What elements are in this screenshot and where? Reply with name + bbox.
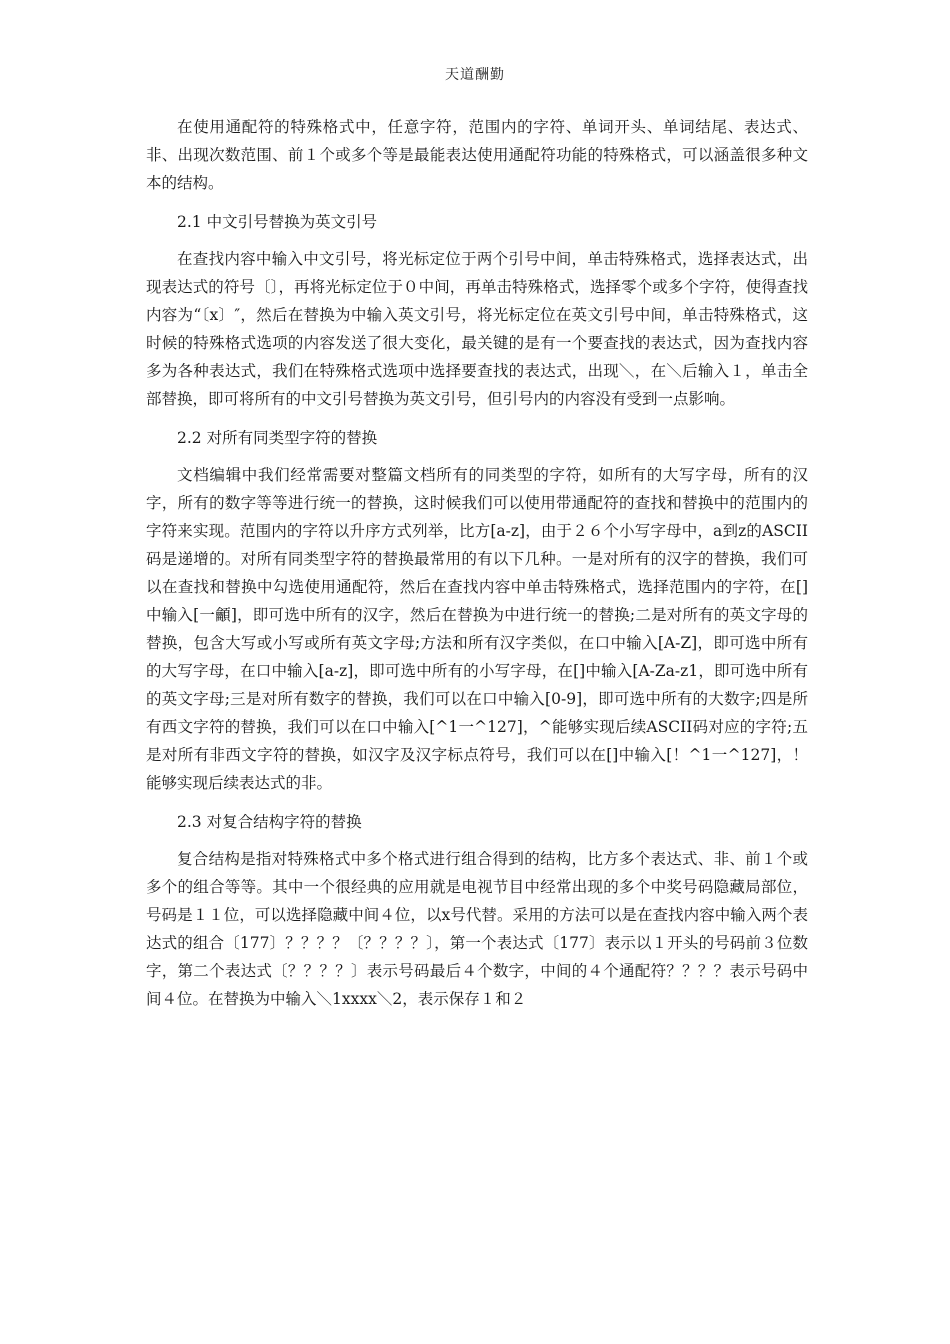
page-header: 天道酬勤 [445, 67, 505, 83]
section-heading-2-1: 2.1 中文引号替换为英文引号 [177, 213, 378, 231]
section-heading-2-3: 2.3 对复合结构字符的替换 [177, 813, 362, 831]
section-2-1-paragraph: 在查找内容中输入中文引号，将光标定位于两个引号中间，单击特殊格式，选择表达式，出现表达式的符号〔〕，再将光标定位于０中间，再单击特殊格式，选择零个或多个字符，使得查找内容为“〔x〕″，然后在替换为中输入英文引号，将光标定位在英文引号中间，单击特殊格式，这时候的特殊格式选项的内容发送了很大变化，最关键的是有一个要查找的表达式，因为查找内容多为各种表达式，我们在特殊格式选项中选择要查找的表达式，出现＼，在＼后输入１，单击全部替换，即可将所有的中文引号替换为英文引号，但引号内的内容没有受到一点影响。 [146, 250, 808, 408]
section-2-2-paragraph: 文档编辑中我们经常需要对整篇文档所有的同类型的字符，如所有的大写字母，所有的汉字，所有的数字等等进行统一的替换，这时候我们可以使用带通配符的查找和替换中的范围内的字符来实现。范围内的字符以升序方式列举，比方[a-z]，由于２６个小写字母中，a到z的ASCII码是递增的。对所有同类型字符的替换最常用的有以下几种。一是对所有的汉字的替换，我们可以在查找和替换中勾选使用通配符，然后在查找内容中单击特殊格式，选择范围内的字符，在[]中输入[一龥]，即可选中所有的汉字，然后在替换为中进行统一的替换;二是对所有的英文字母的替换，包含大写或小写或所有英文字母;方法和所有汉字类似，在口中输入[A-Z]，即可选中所有的大写字母，在口中输入[a-z]，即可选中所有的小写字母，在[]中输入[A-Za-z1，即可选中所有的英文字母;三是对所有数字的替换，我们可以在口中输入[0-9]，即可选中所有的大数字;四是所有西文字符的替换，我们可以在口中输入[^1一^127]，^能够实现后续ASCII码对应的字符;五是对所有非西文字符的替换，如汉字及汉字标点符号，我们可以在[]中输入[！^1一^127]，！能够实现后续表达式的非。 [146, 466, 808, 792]
intro-paragraph: 在使用通配符的特殊格式中，任意字符，范围内的字符、单词开头、单词结尾、表达式、非、出现次数范围、前１个或多个等是最能表达使用通配符功能的特殊格式，可以涵盖很多种文本的结构。 [146, 118, 808, 192]
section-heading-2-2: 2.2 对所有同类型字符的替换 [177, 429, 378, 447]
document-body [146, 113, 808, 1013]
section-2-3-paragraph: 复合结构是指对特殊格式中多个格式进行组合得到的结构，比方多个表达式、非、前１个或多个的组合等等。其中一个很经典的应用就是电视节目中经常出现的多个中奖号码隐藏局部位，号码是１１位，可以选择隐藏中间４位，以x号代替。采用的方法可以是在查找内容中输入两个表达式的组合〔177〕？？？？〔？？？？〕，第一个表达式〔177〕表示以１开头的号码前３位数字，第二个表达式〔？？？？〕表示号码最后４个数字，中间的４个通配符？？？？表示号码中间４位。在替换为中输入＼1xxxx＼2，表示保存１和２ [146, 850, 808, 1008]
